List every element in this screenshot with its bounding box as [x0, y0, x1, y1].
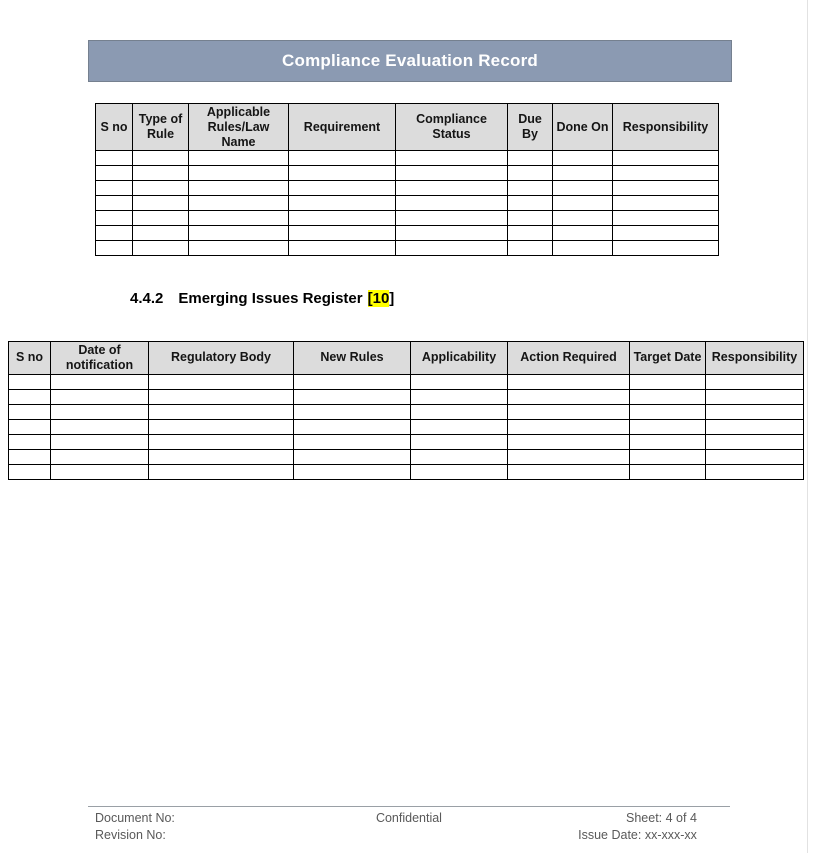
empty-cell — [189, 226, 289, 241]
empty-cell — [149, 404, 294, 419]
empty-cell — [133, 181, 189, 196]
empty-cell — [553, 151, 613, 166]
empty-cell — [149, 374, 294, 389]
col-header-regulatory-body: Regulatory Body — [149, 342, 294, 375]
empty-cell — [411, 464, 508, 479]
empty-row — [96, 241, 719, 256]
footer-left — [88, 810, 302, 844]
empty-cell — [51, 389, 149, 404]
empty-cell — [96, 226, 133, 241]
empty-cell — [189, 181, 289, 196]
document-title-banner — [88, 40, 732, 82]
empty-cell — [294, 374, 411, 389]
empty-cell — [630, 464, 706, 479]
col-header-s-no: S no — [96, 104, 133, 151]
empty-cell — [508, 404, 630, 419]
empty-cell — [96, 241, 133, 256]
empty-cell — [613, 241, 719, 256]
empty-cell — [706, 374, 804, 389]
section-reference-highlight: [10 — [367, 290, 390, 307]
footer-center — [302, 810, 516, 844]
empty-cell — [51, 419, 149, 434]
empty-cell — [630, 449, 706, 464]
empty-cell — [9, 419, 51, 434]
page-footer — [88, 806, 730, 844]
empty-cell — [149, 419, 294, 434]
col-header-target-date: Target Date — [630, 342, 706, 375]
empty-cell — [96, 181, 133, 196]
empty-cell — [96, 166, 133, 181]
empty-cell — [396, 181, 508, 196]
empty-cell — [51, 374, 149, 389]
empty-cell — [9, 464, 51, 479]
empty-cell — [396, 196, 508, 211]
empty-cell — [706, 464, 804, 479]
empty-cell — [630, 419, 706, 434]
empty-cell — [294, 434, 411, 449]
empty-cell — [149, 389, 294, 404]
empty-cell — [189, 211, 289, 226]
empty-cell — [396, 151, 508, 166]
footer-right — [516, 810, 730, 844]
empty-cell — [553, 181, 613, 196]
empty-cell — [96, 211, 133, 226]
compliance-table-header — [96, 104, 719, 151]
empty-cell — [51, 434, 149, 449]
issue-date: Issue Date: xx-xxx-xx — [578, 828, 697, 842]
emerging-issues-register-table — [8, 341, 804, 480]
empty-cell — [411, 404, 508, 419]
emerging-table-header — [9, 342, 804, 375]
empty-cell — [411, 434, 508, 449]
empty-cell — [508, 374, 630, 389]
col-header-responsibility: Responsibility — [706, 342, 804, 375]
col-header-new-rules: New Rules — [294, 342, 411, 375]
header-row — [96, 104, 719, 151]
page-edge-line — [807, 0, 808, 853]
empty-cell — [133, 226, 189, 241]
empty-cell — [508, 166, 553, 181]
empty-cell — [294, 464, 411, 479]
empty-cell — [149, 449, 294, 464]
section-reference-close: ] — [389, 290, 395, 307]
empty-row — [9, 404, 804, 419]
empty-cell — [706, 419, 804, 434]
empty-cell — [9, 449, 51, 464]
empty-cell — [9, 389, 51, 404]
empty-cell — [508, 464, 630, 479]
empty-cell — [630, 404, 706, 419]
col-header-applicable-rules: Applicable Rules/Law Name — [189, 104, 289, 151]
empty-cell — [133, 151, 189, 166]
empty-cell — [96, 196, 133, 211]
empty-cell — [411, 449, 508, 464]
empty-cell — [294, 404, 411, 419]
empty-row — [9, 419, 804, 434]
empty-cell — [411, 374, 508, 389]
empty-cell — [630, 374, 706, 389]
header-row — [9, 342, 804, 375]
empty-cell — [294, 389, 411, 404]
empty-cell — [289, 151, 396, 166]
empty-cell — [149, 464, 294, 479]
empty-cell — [189, 151, 289, 166]
empty-cell — [706, 449, 804, 464]
empty-row — [96, 196, 719, 211]
empty-cell — [294, 419, 411, 434]
empty-row — [96, 181, 719, 196]
empty-cell — [289, 181, 396, 196]
empty-cell — [553, 196, 613, 211]
empty-cell — [508, 181, 553, 196]
empty-cell — [508, 434, 630, 449]
empty-cell — [508, 389, 630, 404]
empty-cell — [613, 166, 719, 181]
col-header-responsibility: Responsibility — [613, 104, 719, 151]
empty-cell — [396, 241, 508, 256]
col-header-date-of-notification: Date of notification — [51, 342, 149, 375]
sheet-number: Sheet: 4 of 4 — [626, 811, 697, 825]
empty-cell — [706, 434, 804, 449]
section-heading — [130, 290, 394, 307]
empty-cell — [189, 241, 289, 256]
empty-row — [9, 449, 804, 464]
col-header-s-no: S no — [9, 342, 51, 375]
col-header-done-on: Done On — [553, 104, 613, 151]
empty-cell — [189, 196, 289, 211]
empty-cell — [396, 226, 508, 241]
section-number: 4.4.2 — [130, 290, 164, 307]
empty-row — [96, 226, 719, 241]
empty-cell — [51, 464, 149, 479]
empty-cell — [9, 404, 51, 419]
col-header-type-of-rule: Type of Rule — [133, 104, 189, 151]
col-header-due-by: Due By — [508, 104, 553, 151]
empty-cell — [553, 241, 613, 256]
document-title: Compliance Evaluation Record — [282, 51, 538, 70]
empty-cell — [613, 151, 719, 166]
empty-cell — [96, 151, 133, 166]
empty-row — [9, 464, 804, 479]
col-header-action-required: Action Required — [508, 342, 630, 375]
empty-cell — [289, 226, 396, 241]
empty-cell — [706, 389, 804, 404]
empty-row — [96, 151, 719, 166]
empty-row — [9, 434, 804, 449]
empty-cell — [508, 196, 553, 211]
empty-cell — [508, 419, 630, 434]
empty-cell — [613, 196, 719, 211]
compliance-evaluation-table — [95, 103, 719, 256]
empty-cell — [51, 404, 149, 419]
empty-cell — [553, 166, 613, 181]
empty-row — [9, 389, 804, 404]
empty-cell — [630, 434, 706, 449]
empty-cell — [289, 211, 396, 226]
empty-cell — [613, 211, 719, 226]
empty-cell — [613, 181, 719, 196]
empty-cell — [411, 419, 508, 434]
col-header-requirement: Requirement — [289, 104, 396, 151]
empty-row — [96, 211, 719, 226]
empty-cell — [9, 374, 51, 389]
col-header-applicability: Applicability — [411, 342, 508, 375]
empty-cell — [189, 166, 289, 181]
empty-cell — [294, 449, 411, 464]
empty-cell — [706, 404, 804, 419]
empty-cell — [508, 151, 553, 166]
empty-cell — [149, 434, 294, 449]
empty-cell — [289, 196, 396, 211]
empty-cell — [508, 241, 553, 256]
empty-cell — [411, 389, 508, 404]
empty-cell — [289, 166, 396, 181]
empty-cell — [51, 449, 149, 464]
confidential-label: Confidential — [375, 811, 442, 825]
empty-cell — [553, 211, 613, 226]
col-header-compliance-status: Compliance Status — [396, 104, 508, 151]
revision-no-label: Revision No: — [95, 828, 166, 842]
document-no-label: Document No: — [95, 811, 175, 825]
empty-cell — [553, 226, 613, 241]
empty-cell — [396, 166, 508, 181]
empty-cell — [133, 211, 189, 226]
empty-cell — [613, 226, 719, 241]
section-title: Emerging Issues Register — [178, 290, 363, 307]
empty-cell — [508, 449, 630, 464]
empty-row — [96, 166, 719, 181]
empty-row — [9, 374, 804, 389]
empty-cell — [133, 241, 189, 256]
empty-cell — [630, 389, 706, 404]
empty-cell — [396, 211, 508, 226]
empty-cell — [133, 166, 189, 181]
empty-cell — [508, 226, 553, 241]
empty-cell — [133, 196, 189, 211]
empty-cell — [289, 241, 396, 256]
empty-cell — [9, 434, 51, 449]
empty-cell — [508, 211, 553, 226]
